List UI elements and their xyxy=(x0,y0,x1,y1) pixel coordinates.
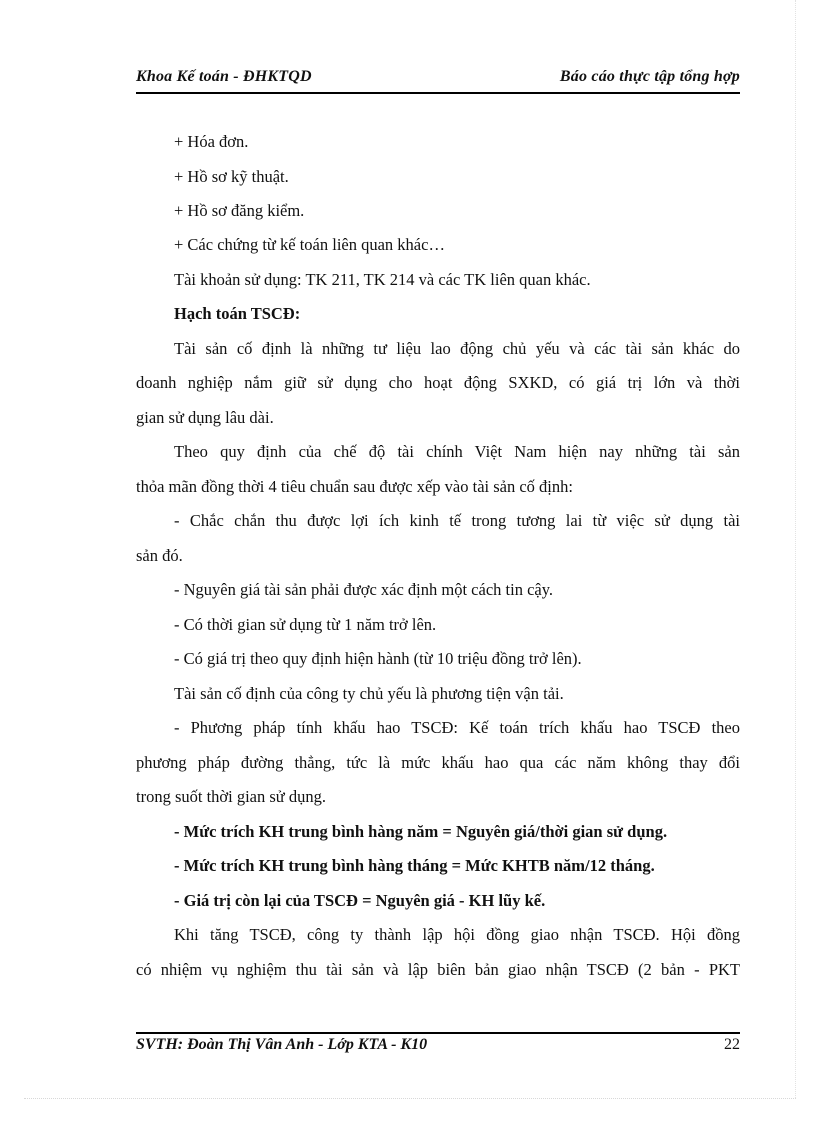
paragraph-line: phương pháp đường thẳng, tức là mức khấu hao qua các năm không thay đổi xyxy=(136,753,740,772)
formula-line: - Giá trị còn lại của TSCĐ = Nguyên giá - KH lũy kế. xyxy=(174,891,546,910)
paragraph-line: có nhiệm vụ nghiệm thu tài sản và lập biên bản giao nhận TSCĐ (2 bản - PKT xyxy=(136,960,740,979)
list-item: + Hồ sơ kỹ thuật. xyxy=(174,167,289,186)
paragraph-line: Theo quy định của chế độ tài chính Việt Nam hiện nay những tài sản xyxy=(174,442,740,461)
list-item: - Phương pháp tính khấu hao TSCĐ: Kế toán trích khấu hao TSCĐ theo xyxy=(174,718,740,737)
list-item: + Các chứng từ kế toán liên quan khác… xyxy=(174,235,445,254)
page-edge-divider xyxy=(24,1098,796,1099)
page-number: 22 xyxy=(724,1036,740,1053)
section-heading: Hạch toán TSCĐ: xyxy=(174,304,301,323)
footer-student-info: SVTH: Đoàn Thị Vân Anh - Lớp KTA - K10 xyxy=(136,1036,428,1053)
page-header xyxy=(136,66,740,94)
page-edge-divider xyxy=(795,0,796,1098)
paragraph-line: doanh nghiệp nắm giữ sử dụng cho hoạt động SXKD, có giá trị lớn và thời xyxy=(136,373,740,392)
paragraph-line: Tài sản cố định của công ty chủ yếu là phương tiện vận tải. xyxy=(174,684,564,703)
list-item: - Chắc chắn thu được lợi ích kinh tế trong tương lai từ việc sử dụng tài xyxy=(174,511,740,530)
list-item: - Có giá trị theo quy định hiện hành (từ 10 triệu đồng trở lên). xyxy=(174,649,582,668)
paragraph-line: sản đó. xyxy=(136,546,183,565)
list-item: - Nguyên giá tài sản phải được xác định một cách tin cậy. xyxy=(174,580,554,599)
formula-line: - Mức trích KH trung bình hàng tháng = Mức KHTB năm/12 tháng. xyxy=(174,856,655,875)
paragraph-line: Tài sản cố định là những tư liệu lao động chủ yếu và các tài sản khác do xyxy=(174,339,740,358)
page-footer xyxy=(136,1032,740,1053)
paragraph-line: Khi tăng TSCĐ, công ty thành lập hội đồng giao nhận TSCĐ. Hội đồng xyxy=(174,925,740,944)
list-item: + Hồ sơ đăng kiểm. xyxy=(174,201,305,220)
formula-line: - Mức trích KH trung bình hàng năm = Nguyên giá/thời gian sử dụng. xyxy=(174,822,668,841)
list-item: - Có thời gian sử dụng từ 1 năm trở lên. xyxy=(174,615,437,634)
list-item: + Hóa đơn. xyxy=(174,132,249,151)
header-faculty: Khoa Kế toán - ĐHKTQD xyxy=(136,68,312,85)
paragraph-line: thỏa mãn đồng thời 4 tiêu chuẩn sau được xếp vào tài sản cố định: xyxy=(136,477,573,496)
paragraph-line: trong suốt thời gian sử dụng. xyxy=(136,787,326,806)
paragraph-line: gian sử dụng lâu dài. xyxy=(136,408,274,427)
paragraph-line: Tài khoản sử dụng: TK 211, TK 214 và các TK liên quan khác. xyxy=(174,270,591,289)
header-report-title: Báo cáo thực tập tổng hợp xyxy=(559,68,740,85)
